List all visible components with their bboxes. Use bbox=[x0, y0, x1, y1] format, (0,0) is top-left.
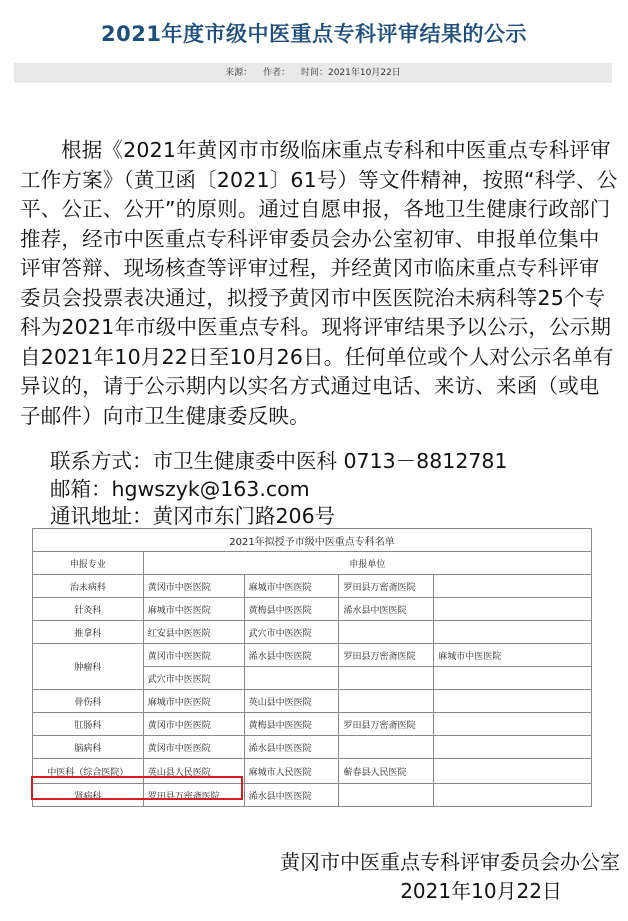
specialty-cell: 针灸科 bbox=[33, 598, 144, 621]
table-row bbox=[33, 713, 592, 736]
unit-cell: 浠水县中医医院 bbox=[244, 784, 339, 807]
unit-cell bbox=[434, 621, 592, 644]
unit-cell bbox=[434, 690, 592, 713]
unit-cell bbox=[339, 667, 434, 690]
signature-date: 2021年10月22日 bbox=[400, 879, 562, 903]
table-row bbox=[33, 621, 592, 644]
unit-cell: 麻城市中医医院 bbox=[434, 644, 592, 667]
highlight-box bbox=[31, 776, 243, 800]
meta-author: 作者： bbox=[263, 68, 291, 78]
meta-source: 来源： bbox=[225, 68, 253, 78]
unit-cell bbox=[339, 784, 434, 807]
table-row bbox=[33, 736, 592, 759]
unit-cell bbox=[434, 713, 592, 736]
signature-block bbox=[200, 848, 620, 906]
contact-address: 通讯地址：黄冈市东门路206号 bbox=[50, 504, 336, 528]
unit-cell: 黄梅县中医医院 bbox=[244, 713, 339, 736]
unit-cell: 罗田县万密斋医院 bbox=[339, 644, 434, 667]
specialty-cell: 肿瘤科 bbox=[33, 644, 144, 690]
table-row bbox=[33, 575, 592, 598]
unit-cell: 麻城市人民医院 bbox=[244, 759, 339, 784]
unit-cell: 黄冈市中医医院 bbox=[143, 644, 244, 667]
header-specialty: 申报专业 bbox=[33, 552, 144, 575]
unit-cell: 浠水县中医医院 bbox=[244, 736, 339, 759]
unit-cell: 麻城市中医医院 bbox=[143, 598, 244, 621]
meta-bar bbox=[14, 63, 612, 83]
specialty-cell: 脑病科 bbox=[33, 736, 144, 759]
unit-cell: 黄冈市中医医院 bbox=[143, 575, 244, 598]
announcement-body bbox=[20, 136, 620, 431]
unit-cell: 武穴市中医医院 bbox=[143, 667, 244, 690]
unit-cell: 浠水县中医医院 bbox=[244, 644, 339, 667]
unit-cell: 罗田县万密斋医院 bbox=[339, 575, 434, 598]
unit-cell: 浠水县中医医院 bbox=[339, 598, 434, 621]
unit-cell: 英山县人民医院 bbox=[143, 759, 244, 784]
unit-cell: 罗田县万密斋医院 bbox=[339, 713, 434, 736]
unit-cell: 黄冈市中医医院 bbox=[143, 713, 244, 736]
unit-cell: 黄梅县中医医院 bbox=[244, 598, 339, 621]
specialty-cell: 骨伤科 bbox=[33, 690, 144, 713]
specialty-cell: 肾病科 bbox=[33, 784, 144, 807]
unit-cell: 黄冈市中医医院 bbox=[143, 736, 244, 759]
specialty-cell: 治未病科 bbox=[33, 575, 144, 598]
unit-cell bbox=[339, 621, 434, 644]
unit-cell bbox=[434, 667, 592, 690]
unit-cell bbox=[434, 736, 592, 759]
unit-cell: 英山县中医医院 bbox=[244, 690, 339, 713]
unit-cell bbox=[339, 690, 434, 713]
unit-cell: 蕲春县人民医院 bbox=[339, 759, 434, 784]
contact-phone: 联系方式：市卫生健康委中医科 0713－8812781 bbox=[50, 449, 508, 473]
signature-org: 黄冈市中医重点专科评审委员会办公室 bbox=[280, 850, 620, 874]
table-row bbox=[33, 598, 592, 621]
unit-cell bbox=[434, 598, 592, 621]
table-caption: 2021年拟授予市级中医重点专科名单 bbox=[33, 529, 592, 552]
unit-cell: 红安县中医医院 bbox=[143, 621, 244, 644]
unit-cell bbox=[339, 736, 434, 759]
contact-block bbox=[50, 448, 610, 531]
unit-cell bbox=[434, 784, 592, 807]
specialty-table bbox=[32, 528, 592, 807]
unit-cell bbox=[244, 667, 339, 690]
announcement-paragraph: 根据《2021年黄冈市市级临床重点专科和中医重点专科评审工作方案》（黄卫函〔2021〕61号）等文件精神，按照“科学、公平、公正、公开”的原则。通过自愿申报，各地卫生健康行政部门推荐，经市中医重点专科评审委员会办公室初审、申报单位集中评审答辩、现场核查等评审过程，并经黄冈市临床重点专科评审委员会投票表决通过，拟授予黄冈市中医医院治未病科等25个专科为2021年市级中医重点专科。现将评审结果予以公示，公示期自2021年10月22日至10月26日。任何单位或个人对公示名单有异议的，请于公示期内以实名方式通过电话、来访、来函（或电子邮件）向市卫生健康委反映。 bbox=[20, 138, 618, 428]
table-row bbox=[33, 644, 592, 667]
page-title: 2021年度市级中医重点专科评审结果的公示 bbox=[101, 22, 527, 46]
unit-cell: 武穴市中医医院 bbox=[244, 621, 339, 644]
table-row bbox=[33, 690, 592, 713]
unit-cell: 麻城市中医医院 bbox=[143, 690, 244, 713]
unit-cell bbox=[434, 759, 592, 784]
contact-email: 邮箱：hgwszyk@163.com bbox=[50, 476, 310, 501]
unit-cell bbox=[434, 575, 592, 598]
unit-cell: 麻城市中医医院 bbox=[244, 575, 339, 598]
meta-time: 时间：2021年10月22日 bbox=[300, 68, 401, 78]
specialty-cell: 肛肠科 bbox=[33, 713, 144, 736]
unit-cell: 罗田县万密斋医院 bbox=[143, 784, 244, 807]
specialty-cell: 推拿科 bbox=[33, 621, 144, 644]
header-units: 申报单位 bbox=[143, 552, 591, 575]
specialty-cell: 中医科（综合医院） bbox=[33, 759, 144, 784]
